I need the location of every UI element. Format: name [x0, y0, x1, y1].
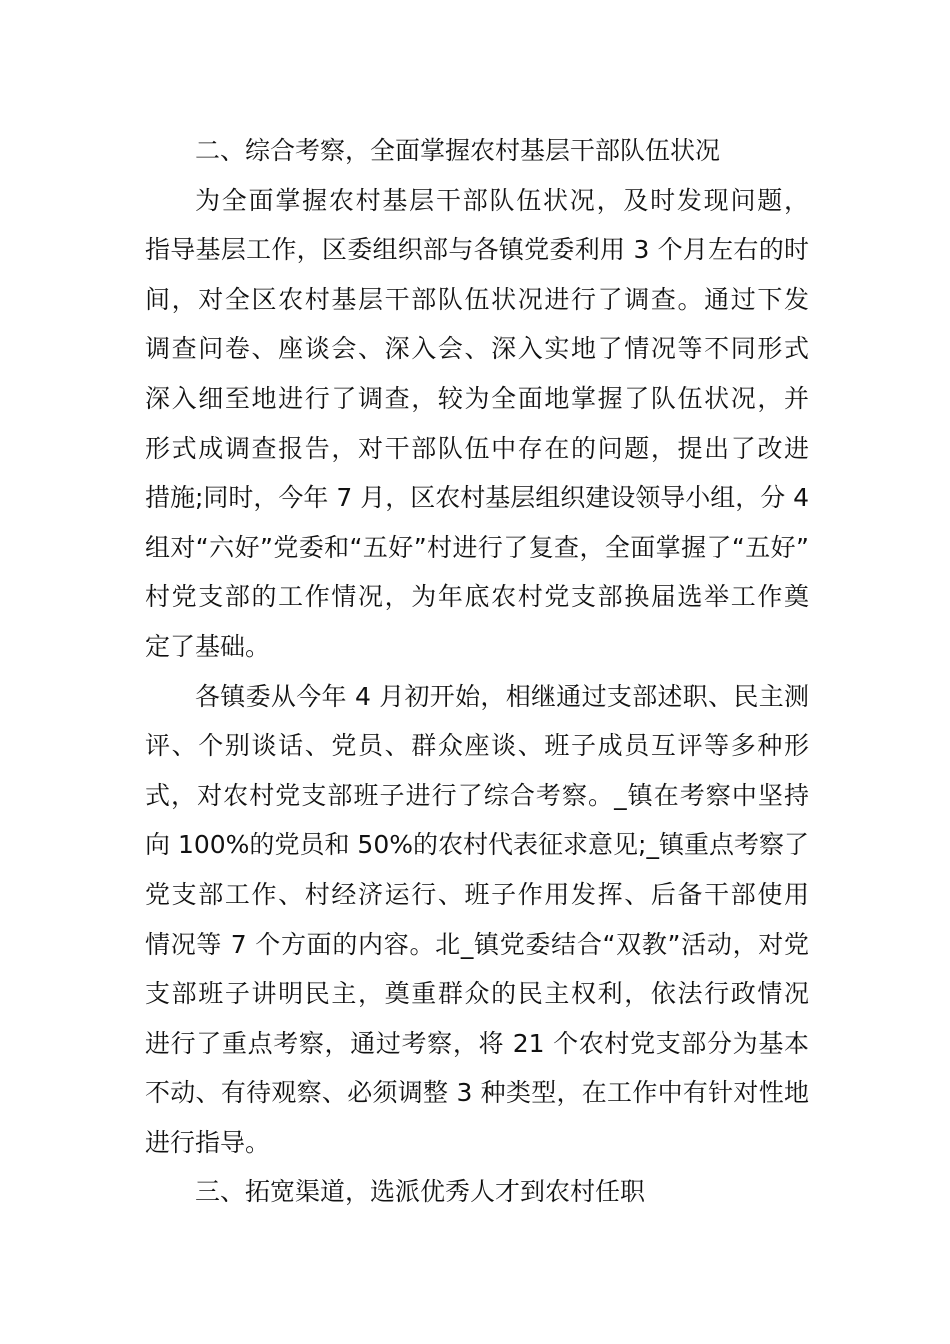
paragraph-line: 向 100%的党员和 50%的农村代表征求意见;_镇重点考察了: [145, 830, 809, 860]
paragraph-line: 定了基础。: [145, 631, 271, 661]
paragraph-line: 指导基层工作，区委组织部与各镇党委利用 3 个月左右的时: [145, 235, 809, 265]
paragraph-line: 情况等 7 个方面的内容。北_镇党委结合“双教”活动，对党: [145, 929, 809, 959]
paragraph-line: 评、个别谈话、党员、群众座谈、班子成员互评等多种形: [145, 731, 809, 761]
paragraph-line: 为全面掌握农村基层干部队伍状况，及时发现问题，: [195, 185, 809, 215]
paragraph-line: 间，对全区农村基层干部队伍状况进行了调查。通过下发: [145, 284, 809, 314]
paragraph-line: 形式成调查报告，对干部队伍中存在的问题，提出了改进: [145, 433, 809, 463]
paragraph-line: 调查问卷、座谈会、深入会、深入实地了情况等不同形式: [145, 334, 809, 364]
paragraph-line: 各镇委从今年 4 月初开始，相继通过支部述职、民主测: [195, 681, 809, 711]
paragraph-line: 进行指导。: [145, 1127, 271, 1157]
paragraph-line: 进行了重点考察，通过考察，将 21 个农村党支部分为基本: [145, 1028, 809, 1058]
paragraph-line: 支部班子讲明民主，奠重群众的民主权利，依法行政情况: [145, 979, 809, 1009]
paragraph-line: 式，对农村党支部班子进行了综合考察。_镇在考察中坚持: [145, 780, 809, 810]
paragraph-line: 措施;同时，今年 7 月，区农村基层组织建设领导小组，分 4: [145, 483, 810, 513]
section-heading-2: [145, 126, 809, 176]
paragraph-assessment: [145, 672, 809, 1168]
paragraph-investigation: [145, 176, 809, 672]
heading-text: 三、拓宽渠道，选派优秀人才到农村任职: [195, 1177, 646, 1207]
paragraph-line: 组对“六好”党委和“五好”村进行了复查，全面掌握了“五好”: [145, 532, 809, 562]
document-body: [145, 126, 809, 1217]
paragraph-line: 党支部工作、村经济运行、班子作用发挥、后备干部使用: [145, 879, 809, 909]
section-heading-3: [145, 1167, 809, 1217]
paragraph-line: 深入细至地进行了调查，较为全面地掌握了队伍状况，并: [145, 383, 809, 413]
paragraph-line: 村党支部的工作情况，为年底农村党支部换届选举工作奠: [145, 582, 809, 612]
heading-text: 二、综合考察，全面掌握农村基层干部队伍状况: [195, 136, 721, 165]
paragraph-line: 不动、有待观察、必须调整 3 种类型，在工作中有针对性地: [145, 1078, 809, 1108]
